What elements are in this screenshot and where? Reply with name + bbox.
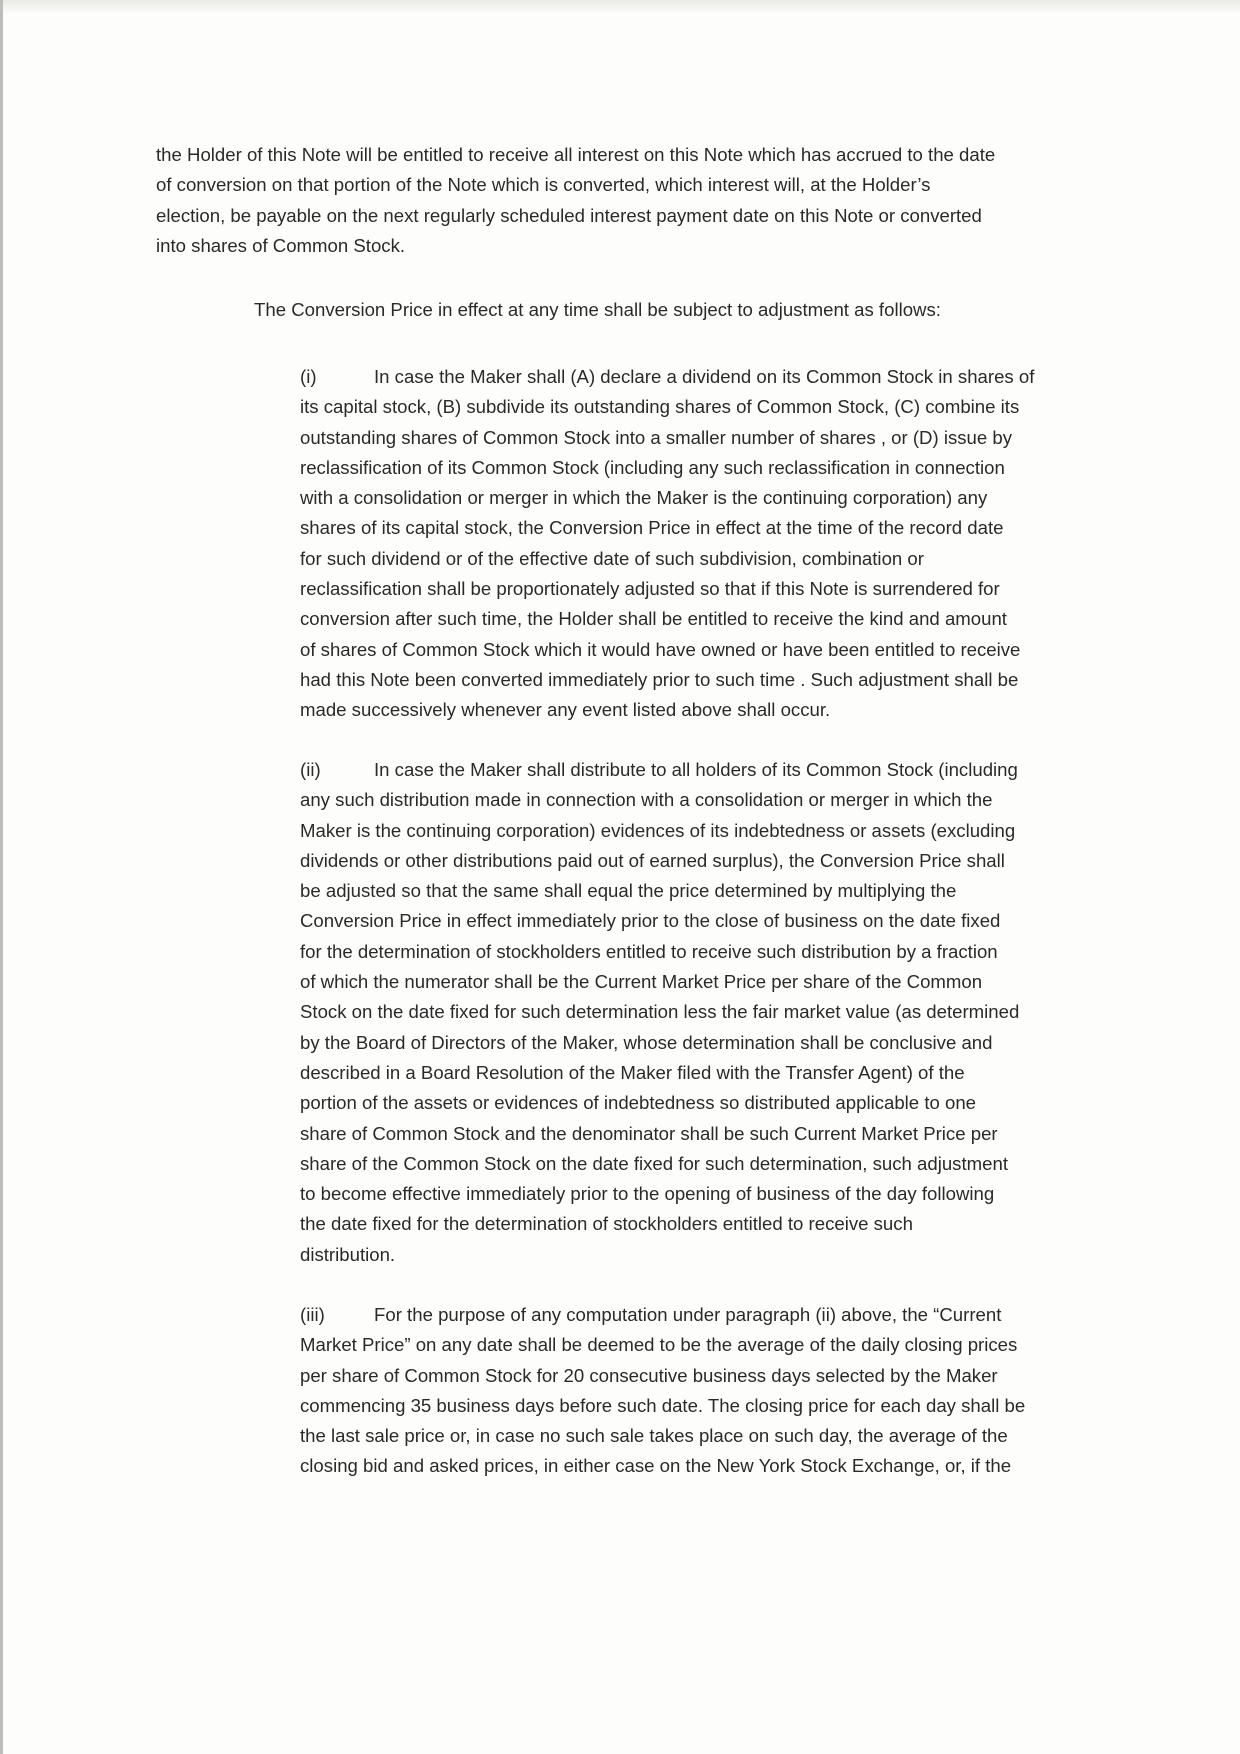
- clause-line: to become effective immediately prior to the opening of business of the day following: [300, 1183, 995, 1205]
- clause-line: of shares of Common Stock which it would have owned or have been entitled to receive: [300, 638, 1021, 660]
- clause-line: for the determination of stockholders entitled to receive such distribution by a fraction: [300, 940, 998, 962]
- clause-line: conversion after such time, the Holder shall be entitled to receive the kind and amount: [300, 608, 1007, 630]
- clause-line: share of the Common Stock on the date fixed for such determination, such adjustment: [300, 1152, 1008, 1174]
- intro-paragraph: [156, 140, 1156, 261]
- adjustment-lead-sentence: [254, 295, 1154, 325]
- clause-line: For the purpose of any computation under paragraph (ii) above, the “Current: [374, 1304, 1002, 1325]
- clause-line: reclassification of its Common Stock (including any such reclassification in connection: [300, 456, 1005, 478]
- clause-line: with a consolidation or merger in which the Maker is the continuing corporation) any: [300, 487, 988, 509]
- clause-number: (i): [300, 366, 317, 387]
- lead-line: The Conversion Price in effect at any time shall be subject to adjustment as follows:: [254, 299, 941, 320]
- clause-number: (iii): [300, 1304, 325, 1325]
- clause-line: In case the Maker shall (A) declare a dividend on its Common Stock in shares of: [374, 366, 1035, 387]
- clause-first-line: [300, 362, 1130, 392]
- clause-line: portion of the assets or evidences of indebtedness so distributed applicable to one: [300, 1092, 977, 1114]
- clause-line: Stock on the date fixed for such determination less the fair market value (as determined: [300, 1001, 1020, 1023]
- clause-first-line: [300, 1300, 1130, 1330]
- clause-line: reclassification shall be proportionately adjusted so that if this Note is surrendered for: [300, 578, 1000, 600]
- clause-line: distribution.: [300, 1243, 396, 1265]
- clause-line: dividends or other distributions paid out of earned surplus), the Conversion Price shall: [300, 849, 1005, 871]
- clause-line: share of Common Stock and the denominator shall be such Current Market Price per: [300, 1122, 998, 1144]
- intro-line: of conversion on that portion of the Note which is converted, which interest will, at the Holder’s: [156, 174, 931, 196]
- clause-line: outstanding shares of Common Stock into a smaller number of shares , or (D) issue by: [300, 426, 1013, 448]
- clause-line: described in a Board Resolution of the Maker filed with the Transfer Agent) of the: [300, 1061, 965, 1083]
- clause-line: per share of Common Stock for 20 consecutive business days selected by the Maker: [300, 1364, 998, 1386]
- clause-line: Market Price” on any date shall be deemed to be the average of the daily closing prices: [300, 1334, 1018, 1356]
- clause-first-line: [300, 755, 1130, 785]
- clause-line: be adjusted so that the same shall equal the price determined by multiplying the: [300, 880, 957, 902]
- clause-line: shares of its capital stock, the Conversion Price in effect at the time of the record date: [300, 517, 1004, 539]
- clause-line: In case the Maker shall distribute to all holders of its Common Stock (including: [374, 759, 1018, 780]
- clause-line: had this Note been converted immediately prior to such time . Such adjustment shall be: [300, 668, 1019, 690]
- clause-line: its capital stock, (B) subdivide its outstanding shares of Common Stock, (C) combine its: [300, 396, 1020, 418]
- scan-edge-left: [0, 0, 3, 1754]
- clause-line: made successively whenever any event listed above shall occur.: [300, 699, 831, 721]
- clause-line: closing bid and asked prices, in either case on the New York Stock Exchange, or, if the: [300, 1455, 1012, 1477]
- clause-iii: [300, 1300, 1130, 1482]
- clause-line: commencing 35 business days before such date. The closing price for each day shall be: [300, 1394, 1026, 1416]
- clause-line: for such dividend or of the effective date of such subdivision, combination or: [300, 547, 924, 569]
- clause-line: Conversion Price in effect immediately prior to the close of business on the date fixed: [300, 910, 1001, 932]
- clause-line: the last sale price or, in case no such sale takes place on such day, the average of the: [300, 1425, 1008, 1447]
- clause-line: by the Board of Directors of the Maker, whose determination shall be conclusive and: [300, 1031, 993, 1053]
- clause-number: (ii): [300, 759, 321, 780]
- intro-line: the Holder of this Note will be entitled to receive all interest on this Note which has accrued to the date: [156, 144, 996, 165]
- intro-line: into shares of Common Stock.: [156, 234, 406, 256]
- intro-line: election, be payable on the next regularly scheduled interest payment date on this Note or converted: [156, 204, 982, 226]
- clause-line: the date fixed for the determination of stockholders entitled to receive such: [300, 1213, 913, 1235]
- clause-i: [300, 362, 1130, 726]
- clause-line: Maker is the continuing corporation) evidences of its indebtedness or assets (excluding: [300, 819, 1016, 841]
- clause-ii: [300, 755, 1130, 1270]
- scan-edge-top: [0, 0, 1240, 14]
- clause-line: of which the numerator shall be the Current Market Price per share of the Common: [300, 971, 983, 993]
- clause-line: any such distribution made in connection with a consolidation or merger in which the: [300, 789, 993, 811]
